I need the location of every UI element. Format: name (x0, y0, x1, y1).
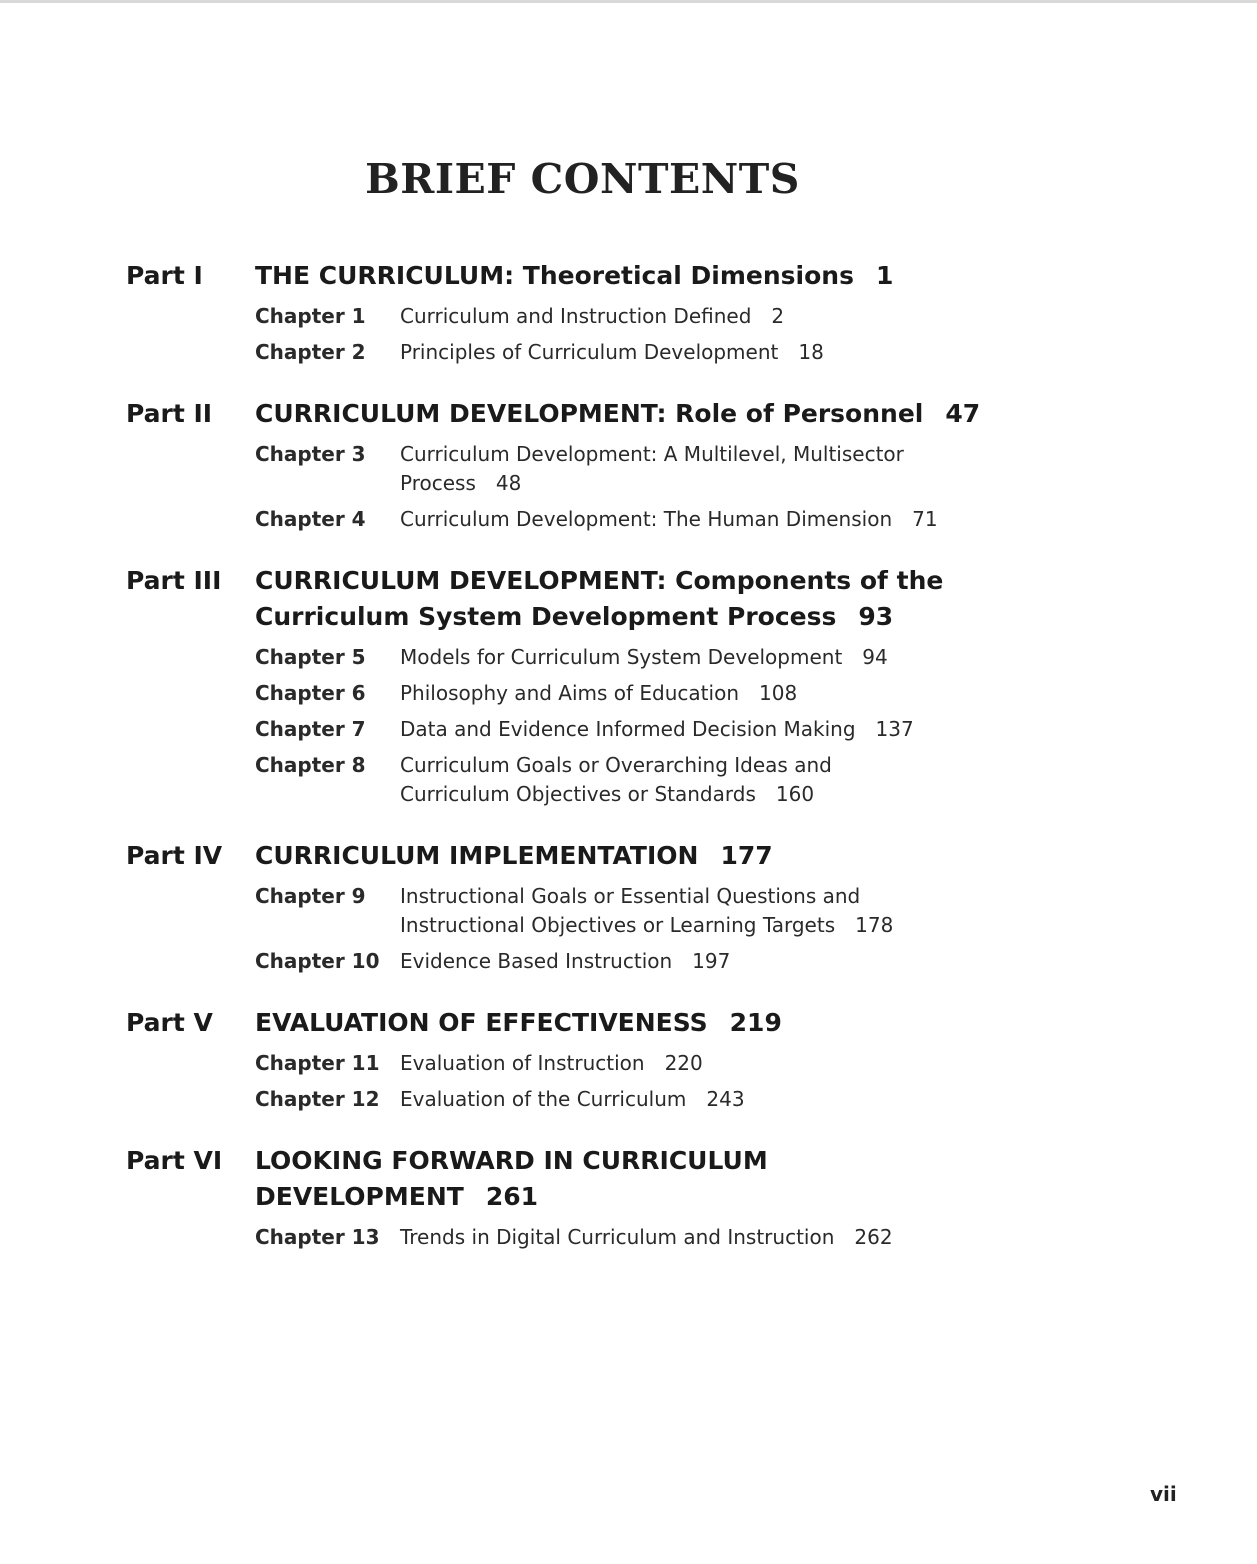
chapter-title (400, 338, 1000, 367)
chapter-title (400, 751, 920, 809)
part-page-number: 47 (945, 399, 981, 428)
chapter-list (255, 1223, 1126, 1252)
chapter-entry[interactable] (255, 302, 1126, 331)
chapter-page-number: 243 (706, 1087, 745, 1111)
chapter-title-text: Evaluation of the Curriculum (400, 1087, 687, 1111)
chapter-page-number: 18 (798, 340, 824, 364)
chapter-entry[interactable] (255, 1223, 1126, 1252)
chapter-title (400, 679, 1000, 708)
chapter-label: Chapter 3 (255, 442, 366, 466)
chapter-title (400, 715, 1000, 744)
chapter-entry[interactable] (255, 1085, 1126, 1114)
part-5 (126, 1005, 1126, 1041)
chapter-title-text: Trends in Digital Curriculum and Instruction (400, 1225, 835, 1249)
chapter-title (400, 505, 1000, 534)
chapter-title-text: Models for Curriculum System Development (400, 645, 843, 669)
chapter-list (255, 1049, 1126, 1114)
page-title: BRIEF CONTENTS (365, 155, 800, 204)
chapter-title (400, 882, 960, 940)
chapter-label: Chapter 12 (255, 1087, 380, 1111)
chapter-page-number: 160 (775, 782, 815, 806)
chapter-label: Chapter 9 (255, 884, 366, 908)
chapter-title-text: Evaluation of Instruction (400, 1051, 645, 1075)
chapter-entry[interactable] (255, 751, 1126, 809)
chapter-list (255, 643, 1126, 809)
chapter-label: Chapter 2 (255, 340, 366, 364)
chapter-entry[interactable] (255, 1049, 1126, 1078)
chapter-page-number: 71 (912, 507, 938, 531)
part-title-link[interactable] (255, 838, 1025, 874)
chapter-label: Chapter 1 (255, 304, 366, 328)
chapter-title (400, 1049, 1000, 1078)
chapter-entry[interactable] (255, 643, 1126, 672)
chapter-entry[interactable] (255, 679, 1126, 708)
part-title-text: CURRICULUM DEVELOPMENT: Components of the Curriculum System Development Process (255, 566, 944, 631)
chapter-page-number: 108 (759, 681, 798, 705)
chapter-page-number: 262 (854, 1225, 893, 1249)
part-title-text: CURRICULUM DEVELOPMENT: Role of Personnel (255, 399, 924, 428)
chapter-title (400, 440, 980, 498)
chapter-label: Chapter 5 (255, 645, 366, 669)
chapter-page-number: 197 (692, 949, 731, 973)
chapter-list (255, 882, 1126, 976)
chapter-title (400, 1223, 1000, 1252)
part-label: Part VI (126, 1146, 223, 1175)
page-folio: vii (1150, 1482, 1177, 1506)
part-title-text: THE CURRICULUM: Theoretical Dimensions (255, 261, 854, 290)
part-1 (126, 258, 1126, 294)
chapter-label: Chapter 13 (255, 1225, 380, 1249)
part-6 (126, 1143, 1126, 1215)
chapter-page-number: 220 (664, 1051, 703, 1075)
chapter-label: Chapter 7 (255, 717, 366, 741)
chapter-page-number: 137 (875, 717, 914, 741)
part-2 (126, 396, 1126, 432)
part-title-link[interactable] (255, 258, 1025, 294)
chapter-title-text: Evidence Based Instruction (400, 949, 673, 973)
part-label: Part V (126, 1008, 213, 1037)
part-label: Part I (126, 261, 203, 290)
chapter-label: Chapter 6 (255, 681, 366, 705)
part-page-number: 261 (485, 1182, 538, 1211)
part-title-link[interactable] (255, 1005, 1025, 1041)
part-title-link[interactable] (255, 396, 1025, 432)
part-title-text: CURRICULUM IMPLEMENTATION (255, 841, 699, 870)
chapter-page-number: 178 (855, 913, 894, 937)
part-page-number: 1 (875, 261, 894, 290)
part-label: Part III (126, 566, 222, 595)
chapter-list (255, 302, 1126, 367)
part-page-number: 177 (720, 841, 773, 870)
chapter-title-text: Curriculum and Instruction Defined (400, 304, 752, 328)
chapter-title-text: Data and Evidence Informed Decision Making (400, 717, 856, 741)
chapter-entry[interactable] (255, 715, 1126, 744)
part-title-text: EVALUATION OF EFFECTIVENESS (255, 1008, 708, 1037)
chapter-entry[interactable] (255, 338, 1126, 367)
chapter-title-text: Curriculum Goals or Overarching Ideas and Curriculum Objectives or Standards (400, 753, 832, 806)
part-3 (126, 563, 1126, 635)
chapter-label: Chapter 11 (255, 1051, 380, 1075)
table-of-contents (126, 258, 1126, 1259)
chapter-title-text: Principles of Curriculum Development (400, 340, 779, 364)
chapter-title (400, 643, 1000, 672)
part-label: Part IV (126, 841, 223, 870)
chapter-title-text: Curriculum Development: A Multilevel, Multisector Process (400, 442, 904, 495)
chapter-list (255, 440, 1126, 534)
part-label: Part II (126, 399, 213, 428)
chapter-page-number: 48 (495, 471, 522, 495)
chapter-label: Chapter 4 (255, 507, 366, 531)
chapter-page-number: 94 (862, 645, 888, 669)
part-title-text: LOOKING FORWARD IN CURRICULUM DEVELOPMENT (255, 1146, 768, 1211)
chapter-title-text: Philosophy and Aims of Education (400, 681, 739, 705)
chapter-title-text: Curriculum Development: The Human Dimension (400, 507, 893, 531)
chapter-label: Chapter 8 (255, 753, 366, 777)
top-rule (0, 0, 1257, 3)
chapter-page-number: 2 (771, 304, 785, 328)
part-page-number: 93 (858, 602, 894, 631)
part-4 (126, 838, 1126, 874)
chapter-title (400, 1085, 1000, 1114)
part-page-number: 219 (729, 1008, 782, 1037)
part-title-link[interactable] (255, 1143, 815, 1215)
chapter-entry[interactable] (255, 440, 1126, 498)
chapter-entry[interactable] (255, 505, 1126, 534)
chapter-title (400, 302, 1000, 331)
chapter-label: Chapter 10 (255, 949, 380, 973)
chapter-title-text: Instructional Goals or Essential Questions and Instructional Objectives or Learning Targets (400, 884, 861, 937)
chapter-entry[interactable] (255, 947, 1126, 976)
chapter-entry[interactable] (255, 882, 1126, 940)
chapter-title (400, 947, 1000, 976)
part-title-link[interactable] (255, 563, 995, 635)
